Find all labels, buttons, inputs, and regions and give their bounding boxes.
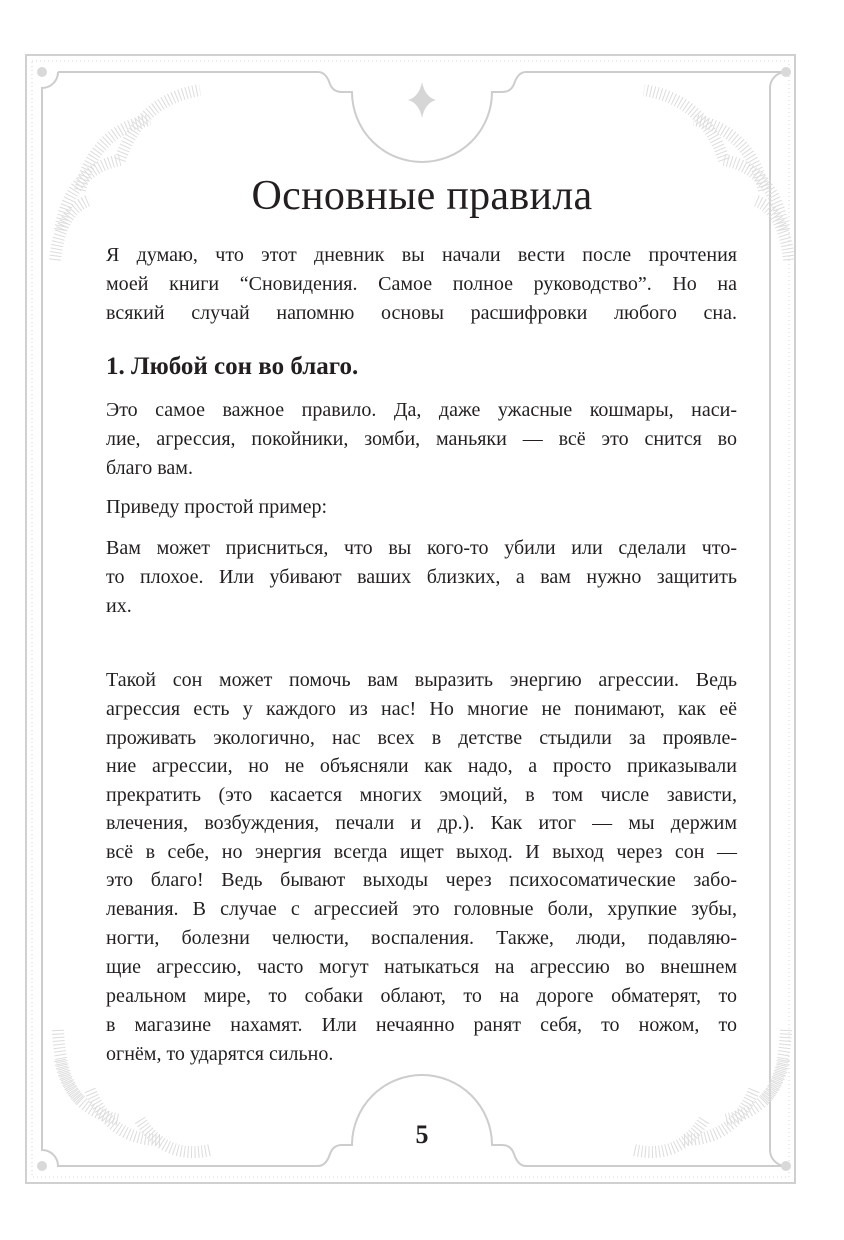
text-line: моей книги “Сновидения. Самое полное руководство”. Но на <box>106 273 737 295</box>
text-line: левания. В случае с агрессией это головные боли, хрупкие зубы, <box>106 898 737 920</box>
text-line: влечения, возбуждения, печали и др.). Как итог — мы держим <box>106 812 737 834</box>
text-line: это благо! Ведь бывают выходы через психосоматические забо- <box>106 869 737 891</box>
page-title: Основные правила <box>251 173 593 219</box>
text-line: всё в себе, но энергия всегда ищет выход. И выход через сон — <box>106 841 737 863</box>
text-line: агрессия есть у каждого из нас! Но многие не понимают, как её <box>106 698 737 720</box>
text-line: проживать экологично, нас всех в детстве стыдили за проявле- <box>106 727 737 749</box>
text-line: Вам может присниться, что вы кого-то убили или сделали что- <box>106 537 737 559</box>
text-line: их. <box>106 595 132 617</box>
text-line: Такой сон может помочь вам выразить энергию агрессии. Ведь <box>106 669 737 691</box>
text-line: ногти, болезни челюсти, воспаления. Также, люди, подавляю- <box>106 927 737 949</box>
section-heading: 1. Любой сон во благо. <box>106 353 359 380</box>
text-line: в магазине нахамят. Или нечаянно ранят себя, то ножом, то <box>106 1014 737 1036</box>
page-number: 5 <box>415 1120 429 1149</box>
text-line: ние агрессии, но не объясняли как надо, а просто приказывали <box>106 755 737 777</box>
text-line: благо вам. <box>106 457 193 479</box>
text-line: всякий случай напомню основы расшифровки любого сна. <box>106 302 737 324</box>
text-line: щие агрессию, часто могут натыкаться на агрессию во внешнем <box>106 956 737 978</box>
text-line: Приведу простой пример: <box>106 496 328 518</box>
text-line: прекратить (это касается многих эмоций, в том числе зависти, <box>106 784 737 806</box>
star-icon <box>408 82 436 118</box>
text-line: лие, агрессия, покойники, зомби, маньяки — всё это снится во <box>106 428 737 450</box>
text-line: то плохое. Или убивают ваших близких, а вам нужно защитить <box>106 566 737 588</box>
text-line: Я думаю, что этот дневник вы начали вести после прочтения <box>106 244 737 266</box>
text-line: огнём, то ударятся сильно. <box>106 1043 334 1065</box>
text-line: реальном мире, то собаки облают, то на дороге обматерят, то <box>106 985 737 1007</box>
text-line: Это самое важное правило. Да, даже ужасные кошмары, наси- <box>106 399 737 421</box>
